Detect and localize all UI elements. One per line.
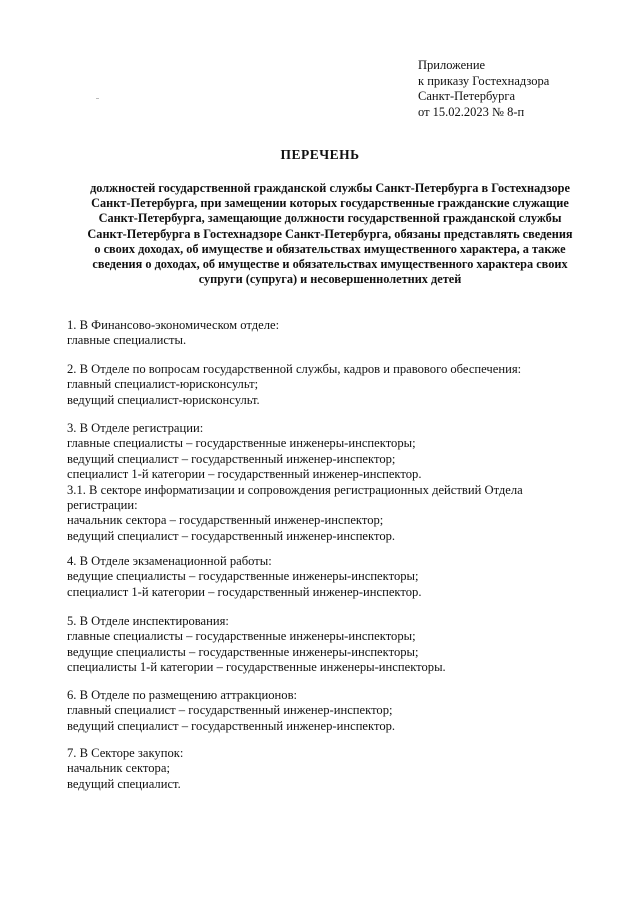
appendix-line: к приказу Гостехнадзора (418, 73, 550, 88)
position-line: начальник сектора; (67, 761, 170, 776)
section-personnel (67, 362, 607, 408)
position-line: специалист 1-й категории – государственный инженер-инспектор. (67, 584, 422, 599)
section-exams (67, 554, 607, 600)
appendix-line: Санкт-Петербурга (418, 89, 516, 103)
section-heading: 6. В Отделе по размещению аттракционов: (67, 688, 298, 702)
subtitle-line: Санкт-Петербурга, при замещении которых государственные гражданские служащие (91, 196, 569, 211)
appendix-line: от 15.02.2023 № 8-п (418, 104, 525, 119)
appendix-line: Приложение (418, 58, 486, 72)
position-line: специалист 1-й категории – государственный инженер-инспектор. (67, 467, 422, 482)
position-line: начальник сектора – государственный инженер-инспектор; (67, 513, 384, 528)
section-finance (67, 318, 607, 349)
position-line: ведущий специалист – государственный инженер-инспектор; (67, 451, 396, 466)
subtitle-line: супруги (супруга) и несовершеннолетних детей (198, 272, 462, 287)
subtitle-line: Санкт-Петербурга в Гостехнадзоре Санкт-Петербурга, обязаны представлять сведения (87, 226, 573, 241)
subtitle-line: о своих доходах, об имуществе и обязательствах имущественного характера, а также (94, 241, 566, 256)
position-line: ведущие специалисты – государственные инженеры-инспекторы; (67, 569, 419, 584)
position-line: ведущий специалист. (67, 776, 181, 791)
position-line: ведущий специалист-юрисконсульт. (67, 392, 260, 407)
section-heading: 5. В Отделе инспектирования: (67, 614, 229, 628)
position-line: главный специалист-юрисконсульт; (67, 377, 259, 392)
subsection-heading-cont: регистрации: (67, 498, 138, 513)
document-subtitle (60, 181, 600, 287)
position-line: ведущие специалисты – государственные инженеры-инспекторы; (67, 644, 419, 659)
section-inspection (67, 614, 607, 676)
section-heading: 2. В Отделе по вопросам государственной службы, кадров и правового обеспечения: (67, 362, 522, 376)
section-attractions (67, 688, 607, 734)
section-registration (67, 421, 607, 544)
position-line: ведущий специалист – государственный инженер-инспектор. (67, 528, 396, 543)
section-heading: 7. В Секторе закупок: (67, 746, 184, 760)
document-title: ПЕРЕЧЕНЬ (280, 147, 360, 162)
position-line: специалисты 1-й категории – государственные инженеры-инспекторы. (67, 660, 446, 675)
appendix-header (418, 58, 618, 120)
subtitle-line: Санкт-Петербурга, замещающие должности государственной гражданской службы (98, 211, 562, 226)
subsection-heading: 3.1. В секторе информатизации и сопровождения регистрационных действий Отдела (67, 482, 523, 497)
position-line: главные специалисты – государственные инженеры-инспекторы; (67, 629, 416, 644)
position-line: ведущий специалист – государственный инженер-инспектор. (67, 718, 396, 733)
subtitle-line: должностей государственной гражданской службы Санкт-Петербурга в Гостехнадзоре (90, 181, 570, 195)
subtitle-line: сведения о доходах, об имуществе и обязательствах имущественного характера своих (92, 257, 568, 272)
position-line: главные специалисты. (67, 333, 187, 348)
position-line: главные специалисты – государственные инженеры-инспекторы; (67, 436, 416, 451)
section-procurement (67, 746, 607, 792)
scan-speck (96, 98, 99, 99)
position-line: главный специалист – государственный инженер-инспектор; (67, 703, 393, 718)
section-heading: 4. В Отделе экзаменационной работы: (67, 554, 272, 568)
section-heading: 1. В Финансово-экономическом отделе: (67, 318, 280, 332)
section-heading: 3. В Отделе регистрации: (67, 421, 204, 435)
